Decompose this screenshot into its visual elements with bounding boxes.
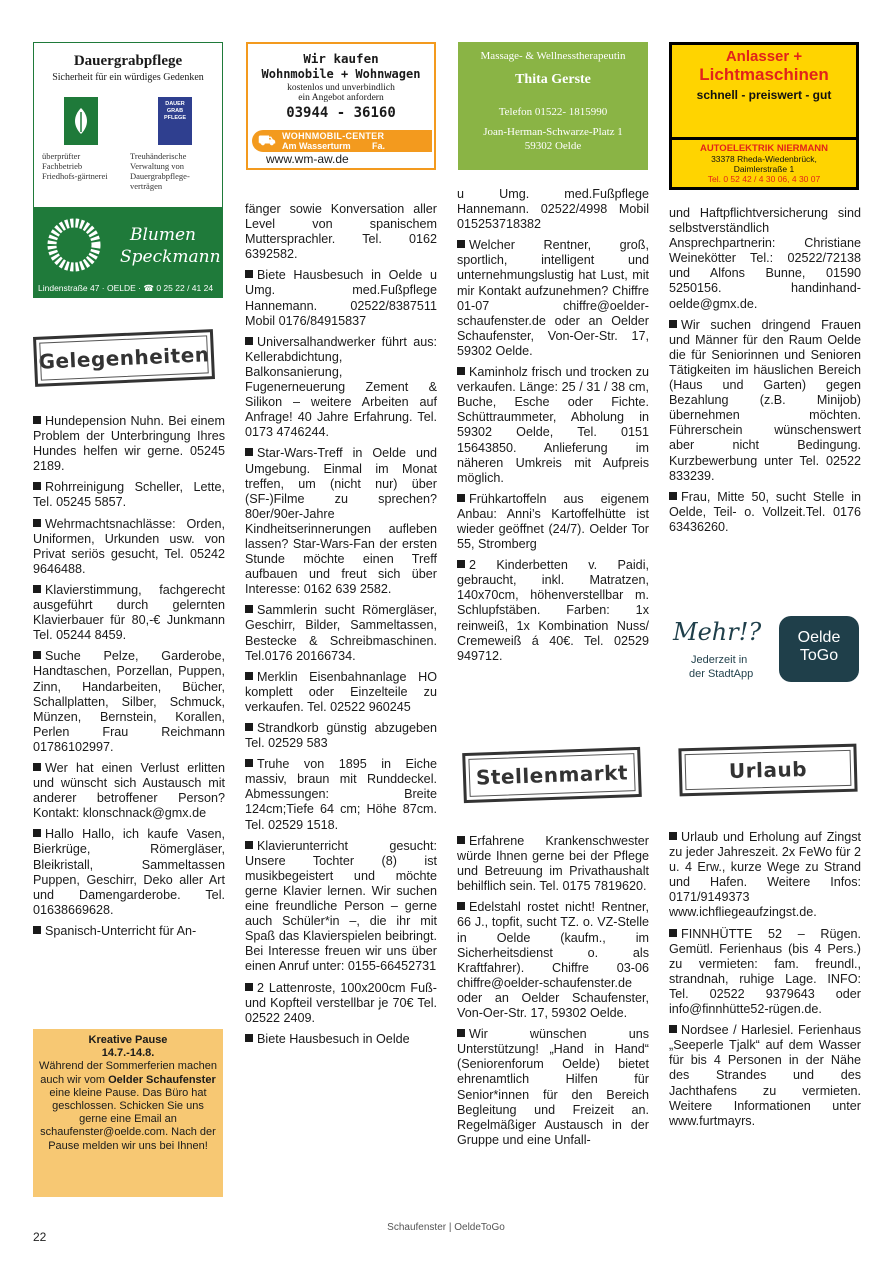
ad-wm-line2: Wohnmobile + Wohnwagen (261, 67, 421, 81)
ad-oeldetogo[interactable] (669, 612, 861, 688)
classified-listing (245, 981, 437, 1026)
listing-continuation: und Haftpflichtversicherung sind selbstverständlich Ansprechpartnerin: Christiane Weinekötter Tel.: 02522/72138 und Alfons Bunne, 01590 5250156. handinhand-oelde@gmx.de. (669, 206, 861, 311)
classified-listing (33, 517, 225, 577)
listing-text: Edelstahl rostet nicht! Rentner, 66 J., topfit, sucht TZ. o. VZ-Stelle in Oelde (kaufm., im Sicherheitsdienst o. als Kraftfahrer). Chiffre 03-06 chiffre@oelder-schaufenster.de oder an Oelder Schaufenster, Von-Oer-Str. 17, 59302 Oelde. (457, 900, 649, 1021)
friedhofsgaertner-logo (64, 97, 98, 145)
classified-listing (457, 492, 649, 552)
ad-massage (458, 42, 648, 170)
classified-listing (245, 670, 437, 715)
kreative-pause-box (33, 1029, 223, 1197)
listing-text: Klavierunterricht gesucht: Unsere Tochter (8) ist musikbegeistert und möchte gerne Klavier lernen. Wir suchen eine freundliche Person – gerne auch Schüler*in –, die ihr mit Spaß das Klavierspielen beibringt. Bei Interesse freuen wir uns über einen Anruf unter: 0155-66452731 (245, 838, 437, 974)
wm-logo-fa: Fa. (372, 141, 386, 151)
classified-listing (245, 268, 437, 328)
mehr-line1: Jederzeit in (691, 654, 748, 666)
listing-text: 2 Lattenroste, 100x200cm Fuß- und Kopfteil verstellbar je 70€ Tel. 02522 2409. (245, 980, 437, 1025)
column-3 (457, 187, 649, 670)
classified-listing (669, 490, 861, 535)
bullet-square-icon (33, 829, 41, 837)
classified-listing (669, 318, 861, 484)
listing-text: Merklin Eisenbahnanlage HO komplett oder Einzelteile zu verkaufen. Tel. 02522 960245 (245, 669, 437, 714)
ad-wm-line4: ein Angebot anfordern (298, 93, 384, 103)
listing-text: Wir wünschen uns Unterstützung! „Hand in Hand“ (Seniorenforum Oelde) bietet ehrenamtlich Hilfen für Senior*innen für den Bereich Begleitung und Freizeit an. Regelmäßiger Austausch in der Gruppe und eine Unfall- (457, 1027, 649, 1147)
ad-anlasser-line2: Lichtmaschinen (699, 65, 829, 84)
listing-text: Universalhandwerker führt aus: Kellerabdichtung, Balkonsanierung, Fugenerneuerung Zement & Silikon – weitere Arbeiten auf Anfrage! 40 Jahre Erfahrung. Tel. 0173 4746244. (245, 334, 437, 440)
listing-text: Nordsee / Harlesiel. Ferienhaus „Seeperle Tjalk“ auf dem Wasser für bis 4 Personen in der Nähe des Strandes und des Jachthafens zu vermieten. Weitere Informationen unter www.furtmayrs. (669, 1023, 861, 1128)
listing-text: Hallo Hallo, ich kaufe Vasen, Bierkrüge, Römergläser, Bleikristall, Sammeltassen Puppen, Geschirr, Deko aller Art und Damengarderobe. Tel. 01638669628. (33, 827, 225, 917)
listing-text: Truhe von 1895 in Eiche massiv, braun mit Runddeckel. Abmessungen: Breite 124cm;Tiefe 64 cm; Höhe 87cm. Tel. 02529 1518. (245, 757, 437, 832)
bullet-square-icon (33, 482, 41, 490)
blumen-speckmann-panel (34, 207, 223, 298)
bullet-square-icon (245, 605, 253, 613)
bullet-square-icon (245, 759, 253, 767)
ad-grab-right-text: Treuhänderische Verwaltung von Dauergrabpflege-verträgen (130, 151, 190, 191)
listing-text: Urlaub und Erholung auf Zingst zu jeder Jahreszeit. 2x FeWo für 2 u. 4 Erw., kurze Wege zu Strand und Hafen. Weitere Infos: 0171/9149373 www.ichfliegeaufzingst.de. (669, 830, 861, 920)
bullet-square-icon (245, 1034, 253, 1042)
bullet-square-icon (669, 1025, 677, 1033)
bullet-square-icon (457, 836, 465, 844)
classified-listing (245, 1032, 437, 1047)
shop-address: Lindenstraße 47 · OELDE · (38, 283, 141, 293)
listing-text: 2 Kinderbetten v. Paidi, gebraucht, inkl. Matratzen, 140x70cm, höhenverstellbar m. Schlupfstäben. Farben: 1x reinweiß, 1x Kombination Nuss/ Cremeweiß á 40€. Tel. 02529 949712. (457, 558, 649, 663)
ad-anlasser-phone: Tel. 0 52 42 / 4 30 06, 4 30 07 (707, 174, 821, 184)
ad-wm-line3: kostenlos und unverbindlich (287, 83, 395, 93)
ad-anlasser-company: AUTOELEKTRIK NIERMANN (699, 143, 829, 154)
listing-text: Strandkorb günstig abzugeben Tel. 02529 583 (245, 721, 437, 751)
listing-text: Wehrmachtsnachlässe: Orden, Uniformen, Urkunden usw. von Privat seriös gesucht, Tel. 05242 9646488. (33, 516, 225, 576)
ad-wohnmobile (246, 42, 436, 170)
section-stamp-gelegenheiten: Gelegenheiten (33, 329, 215, 387)
classified-listing (457, 834, 649, 894)
listing-text: Klavierstimmung, fachgerecht ausgeführt durch gelernten Klavierbauer für 80,-€ Junkmann Tel. 05244 8459. (33, 582, 225, 643)
shop-phone: 0 25 22 / 41 24 (156, 283, 214, 293)
classified-listing (245, 757, 437, 832)
ad-anlasser-address2: Daimlerstraße 1 (733, 164, 795, 174)
bullet-square-icon (457, 560, 465, 568)
column-3-stellenmarkt (457, 834, 649, 1154)
wm-logo-line2: Am Wasserturm (282, 141, 351, 151)
classified-listing (33, 583, 225, 643)
bullet-square-icon (33, 416, 41, 424)
ad-grab-left-text: überprüfter Fachbetrieb Friedhofs-gärtnerei (42, 151, 108, 181)
dauergrabpflege-logo: DAUER GRAB PFLEGE (158, 97, 192, 145)
leaf-icon (69, 106, 93, 136)
footer-publication: Schaufenster | OeldeToGo (387, 1222, 505, 1233)
ad-massage-address2: 59302 Oelde (524, 140, 582, 152)
classified-listing (33, 414, 225, 474)
listing-text: Kaminholz frisch und trocken zu verkaufen. Länge: 25 / 31 / 38 cm, Buche, Esche oder Fichte. Schüttraummeter, Abholung in 59302 Oelde, Tel. 0151 15643850. Anlieferung im näheren Umkreis mit Aufpreis möglich. (457, 365, 649, 485)
ad-anlasser-address1: 33378 Rheda-Wiedenbrück, (711, 154, 817, 164)
mehr-line2: der StadtApp (689, 668, 754, 680)
classified-listing (245, 335, 437, 441)
listing-text: Spanisch-Unterricht für An- (45, 923, 197, 938)
page-number: 22 (33, 1230, 47, 1244)
bullet-square-icon (245, 983, 253, 991)
bullet-square-icon (33, 763, 41, 771)
kreative-pause-text: Während der Sommerferien machen auch wir vom Oelder Schaufenster eine kleine Pause. Das Büro hat geschlossen. Schicken Sie uns gerne eine Email an schaufenster@oelde.com. Nach der Pause melden wir uns bei Ihnen! (39, 1060, 217, 1152)
camper-icon: ⛟ (258, 132, 276, 148)
listing-text: Wer hat einen Verlust erlitten und wünscht sich Austausch mit anderer betroffener Person? Kontakt: klonschnack@gmx.de (33, 760, 225, 821)
column-1 (33, 414, 225, 945)
listing-text: Biete Hausbesuch in Oelde (257, 1031, 410, 1046)
listing-text: Rohrreinigung Scheller, Lette, Tel. 05245 5857. (33, 480, 225, 510)
bullet-square-icon (245, 672, 253, 680)
listing-text: Biete Hausbesuch in Oelde u Umg. med.Fußpflege Hannemann. 02522/8387511 Mobil 0176/84915837 (245, 268, 437, 328)
ad-massage-name: Thita Gerste (515, 72, 591, 87)
bullet-square-icon (669, 492, 677, 500)
listing-text: Hundepension Nuhn. Bei einem Problem der Unterbringung Ihres Hundes helfen wir gerne. 05245 2189. (33, 414, 225, 474)
listing-text: Sammlerin sucht Römergläser, Geschirr, Bilder, Sammeltassen, Bestecke & Schreibmaschinen. Tel.0176 20166734. (245, 603, 437, 663)
bullet-square-icon (457, 902, 465, 910)
ad-anlasser-line1: Anlasser + (725, 48, 803, 65)
classified-listing (457, 238, 649, 359)
classified-listing (669, 1023, 861, 1129)
classified-listing (245, 603, 437, 663)
listing-continuation: fänger sowie Konversation aller Level von spanischem Muttersprachler. Tel. 0162 6392582. (245, 202, 437, 262)
listing-text: FINNHÜTTE 52 – Rügen. Gemütl. Ferienhaus (bis 4 Pers.) zu vermieten: fam. freundl., strandnah, ruhige Lage. INFO: Tel. 02522 9379643 oder info@finnhütte52-rügen.de. (669, 926, 861, 1017)
classified-listing (245, 446, 437, 597)
ad-wm-phone: 03944 - 36160 (286, 105, 396, 121)
bullet-square-icon (245, 723, 253, 731)
classified-listing (33, 761, 225, 821)
oeldetogo-app-icon[interactable]: Oelde ToGo (779, 616, 859, 682)
classified-listing (457, 365, 649, 486)
classified-listing (457, 1027, 649, 1148)
bullet-square-icon (245, 448, 253, 456)
bullet-square-icon (33, 926, 41, 934)
ad-grab-subtitle: Sicherheit für ein würdiges Gedenken (52, 72, 204, 83)
bullet-square-icon (457, 494, 465, 502)
classified-listing (245, 839, 437, 975)
classified-listing (33, 649, 225, 755)
listing-text: Suche Pelze, Garderobe, Handtaschen, Porzellan, Puppen, Zinn, Handarbeiten, Bücher, Schallplatten, Silber, Schmuck, Münzen, Bernstein, Korallen, Perlen Frau Reichmann 01786102997. (33, 649, 225, 754)
classified-listing (33, 480, 225, 510)
bullet-square-icon (245, 337, 253, 345)
classified-listing (669, 830, 861, 921)
ad-massage-line1: Massage- & Wellnesstherapeutin (480, 50, 626, 62)
column-4 (669, 206, 861, 541)
ad-dauergrabpflege (33, 42, 223, 298)
kreative-pause-dates: 14.7.-14.8. (101, 1047, 155, 1060)
classified-listing (669, 927, 861, 1018)
listing-text: Erfahrene Krankenschwester würde Ihnen gerne bei der Pflege und Betreuung im Privathaushalt behilflich sein. Tel. 0175 7819620. (457, 834, 649, 894)
bullet-square-icon (33, 519, 41, 527)
section-stamp-urlaub: Urlaub (678, 744, 857, 797)
ad-massage-address1: Joan-Herman-Schwarze-Platz 1 (483, 126, 623, 138)
shop-name-line1: Blumen (130, 225, 197, 245)
classified-listing (457, 558, 649, 664)
column-2 (245, 202, 437, 1053)
bullet-square-icon (669, 832, 677, 840)
wm-logo (252, 130, 432, 152)
classified-listing (245, 721, 437, 751)
bullet-square-icon (33, 651, 41, 659)
bullet-square-icon (669, 320, 677, 328)
wreath-icon (44, 215, 104, 275)
phone-icon: ☎ (143, 283, 154, 293)
bullet-square-icon (33, 585, 41, 593)
bullet-square-icon (245, 841, 253, 849)
section-stamp-stellenmarkt: Stellenmarkt (462, 747, 642, 803)
bullet-square-icon (669, 929, 677, 937)
listing-text: Frühkartoffeln aus eigenem Anbau: Anni’s Kartoffelhütte ist wieder geöffnet (24/7). Oelder Tor 55, Stromberg (457, 491, 649, 552)
listing-text: Wir suchen dringend Frauen und Männer für den Raum Oelde die für Seniorinnen und Senioren Tätigkeiten im häuslichen Bereich (Haus und Garten) gegen Bezahlung (z.B. Minijob) übernehmen möchten. Führerschein wünschenswert aber nicht Bedingung. Kurzbewerbung unter Tel. 02522 833239. (669, 317, 861, 483)
listing-text: Frau, Mitte 50, sucht Stelle in Oelde, Teil- o. Vollzeit.Tel. 0176 63436260. (669, 489, 861, 534)
ad-grab-title: Dauergrabpflege (73, 53, 183, 69)
wm-logo-line1: WOHNMOBIL-CENTER (282, 131, 385, 141)
ad-massage-phone: Telefon 01522- 1815990 (498, 106, 608, 118)
bullet-square-icon (245, 270, 253, 278)
bullet-square-icon (457, 367, 465, 375)
ad-wm-url[interactable]: www.wm-aw.de (266, 152, 349, 166)
classified-listing (457, 900, 649, 1021)
listing-text: Star-Wars-Treff in Oelde und Umgebung. Einmal im Monat treffen, um (nicht nur) über (SF-)Filme zu sprechen? 80er/90er-Jahre Kindheitserinnerungen aufleben lassen? Star-Wars-Fan der ersten Stunde möchte einen Treff aufbauen und freut sich über Interesse: 0162 639 2582. (245, 446, 437, 597)
listing-continuation: u Umg. med.Fußpflege Hannemann. 02522/4998 Mobil 015253718382 (457, 187, 649, 232)
bullet-square-icon (457, 1029, 465, 1037)
ad-anlasser (669, 42, 859, 190)
ad-anlasser-line3: schnell - preiswert - gut (696, 88, 832, 102)
kreative-pause-title: Kreative Pause (88, 1034, 168, 1046)
column-4-urlaub (669, 830, 861, 1135)
classified-listing (33, 827, 225, 918)
classified-listing (33, 924, 225, 939)
ad-wm-line1: Wir kaufen (303, 51, 379, 66)
listing-text: Welcher Rentner, groß, sportlich, intelligent und unternehmungslustig hat Lust, mit mir Kontakt aufzunehmen? Chiffre 01-07 chiffre@oelder-schaufenster.de oder an Oelder Schaufenster, Von-Oer-Str. 17, 59302 Oelde. (457, 238, 649, 358)
bullet-square-icon (457, 240, 465, 248)
shop-name-line2: Speckmann (120, 247, 221, 267)
mehr-script: Mehr!? (673, 618, 762, 646)
